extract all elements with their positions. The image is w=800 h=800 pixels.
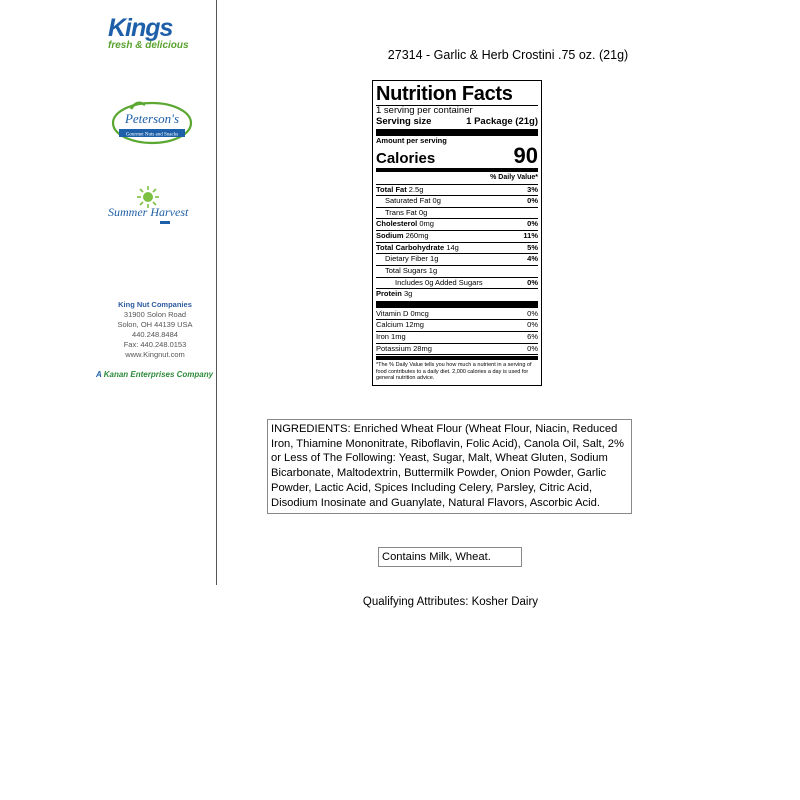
kings-logo bbox=[108, 14, 200, 54]
divider-medium bbox=[376, 356, 538, 360]
company-address bbox=[80, 300, 230, 360]
nutrient-dv: 5% bbox=[527, 242, 538, 252]
kings-logo-word: Kings bbox=[108, 14, 173, 42]
nutrient-amount: 0g bbox=[418, 207, 428, 217]
vitamin-amount: 12mg bbox=[405, 320, 424, 330]
daily-value-footnote: *The % Daily Value tells you how much a nutrient in a serving of food contributes to a daily diet. 2,000 calories a day is used for general nutrition advice. bbox=[376, 362, 532, 382]
vitamin-amount: 1mg bbox=[391, 332, 406, 342]
kings-logo-tagline: fresh & delicious bbox=[108, 40, 189, 51]
address-line2: Solon, OH 44139 USA bbox=[117, 320, 193, 329]
nutrient-amount: 1g bbox=[428, 265, 438, 275]
address-line1: 31900 Solon Road bbox=[123, 310, 187, 319]
vitamin-dv: 6% bbox=[527, 332, 538, 342]
divider-medium bbox=[376, 168, 538, 172]
petersons-logo-tagline: Gourmet Nuts and Snacks bbox=[125, 132, 179, 138]
nutrient-dv: 3% bbox=[527, 184, 538, 194]
phone: 440.248.8484 bbox=[132, 330, 178, 339]
vitamin-name: Potassium bbox=[376, 343, 412, 353]
vitamin-row bbox=[376, 332, 538, 344]
nutrient-dv: 0% bbox=[527, 219, 538, 229]
qualifying-attributes: Qualifying Attributes: Kosher Dairy bbox=[362, 596, 539, 608]
calories-value: 90 bbox=[513, 143, 538, 169]
nutrient-row bbox=[376, 243, 538, 255]
parent-prefix: A bbox=[96, 370, 102, 379]
nutrient-amount: 3g bbox=[403, 289, 413, 299]
summer-harvest-logo bbox=[108, 185, 200, 230]
vitamin-amount: 0mcg bbox=[410, 308, 429, 318]
divider-thick bbox=[376, 301, 538, 308]
nutrition-facts-label bbox=[372, 80, 542, 386]
nutrient-row bbox=[376, 254, 538, 266]
calories bbox=[376, 145, 538, 167]
petersons-logo bbox=[111, 97, 193, 145]
nutrient-amount: 0mg bbox=[419, 219, 434, 229]
divider-thick bbox=[376, 129, 538, 136]
company-name: King Nut Companies bbox=[118, 300, 192, 309]
nutrient-amount: 260mg bbox=[405, 231, 429, 241]
nutrient-name: Saturated Fat bbox=[385, 196, 431, 206]
allergens-box: Contains Milk, Wheat. bbox=[378, 547, 522, 567]
nutrient-row bbox=[376, 196, 538, 208]
website: www.Kingnut.com bbox=[125, 350, 185, 359]
nutrient-name: Cholesterol bbox=[376, 219, 418, 229]
nutrient-amount: 14g bbox=[446, 242, 459, 252]
serving-size-value: 1 Package (21g) bbox=[466, 115, 538, 127]
nutrient-row bbox=[376, 208, 538, 220]
nutrient-name: Trans Fat bbox=[385, 207, 417, 217]
nutrient-dv: 4% bbox=[527, 254, 538, 264]
nutrient-dv: 0% bbox=[527, 277, 538, 287]
product-title: 27314 - Garlic & Herb Crostini .75 oz. (21g) bbox=[387, 48, 629, 62]
nutrient-amount: 0g bbox=[432, 196, 441, 206]
nutrient-name: Dietary Fiber bbox=[385, 254, 428, 264]
nutrition-title: Nutrition Facts bbox=[376, 83, 538, 106]
nutrient-amount: 2.5g bbox=[408, 184, 424, 194]
servings-per-container: 1 serving per container bbox=[376, 105, 473, 116]
vitamin-name: Iron bbox=[376, 332, 389, 342]
vitamin-row bbox=[376, 309, 538, 321]
ingredients-box: INGREDIENTS: Enriched Wheat Flour (Wheat Flour, Niacin, Reduced Iron, Thiamine Mononitrate, Riboflavin, Folic Acid), Canola Oil, Salt, 2% or Less of The Following: Yeast, Sugar, Malt, Wheat Gluten, Sodium Bicarbonate, Maltodextrin, Buttermilk Powder, Onion Powder, Garlic Powder, Lactic Acid, Spices Including Celery, Parsley, Citric Acid, Disodium Inosinate and Guanylate, Natural Flavors, Ascorbic Acid. bbox=[267, 419, 632, 514]
nutrient-name: Includes 0g Added Sugars bbox=[395, 277, 483, 287]
nutrient-row bbox=[376, 185, 538, 197]
vitamin-row bbox=[376, 320, 538, 332]
vitamin-name: Calcium bbox=[376, 320, 404, 330]
vitamin-dv: 0% bbox=[527, 320, 538, 330]
amount-per-serving: Amount per serving bbox=[376, 135, 447, 145]
serving-size bbox=[376, 117, 538, 128]
parent-company-name: Kanan Enterprises Company bbox=[103, 370, 214, 379]
nutrient-row bbox=[376, 278, 538, 290]
nutrient-name: Sodium bbox=[376, 231, 404, 241]
nutrient-name: Total Carbohydrate bbox=[376, 242, 445, 252]
nutrient-name: Total Sugars bbox=[385, 265, 427, 275]
sidebar bbox=[0, 0, 217, 585]
nutrient-row bbox=[376, 231, 538, 243]
nutrient-dv: 0% bbox=[527, 196, 538, 206]
vitamin-dv: 0% bbox=[527, 308, 538, 318]
daily-value-header: % Daily Value* bbox=[376, 173, 538, 184]
summer-harvest-logo-word: Summer Harvest bbox=[108, 205, 189, 219]
calories-label: Calories bbox=[376, 150, 436, 168]
nutrient-name: Total Fat bbox=[376, 184, 407, 194]
nutrient-amount: 1g bbox=[430, 254, 439, 264]
parent-company bbox=[96, 370, 213, 379]
nutrient-row bbox=[376, 266, 538, 278]
nutrient-row bbox=[376, 219, 538, 231]
fax: Fax: 440.248.0153 bbox=[123, 340, 187, 349]
nutrient-name: Protein bbox=[376, 289, 402, 299]
petersons-logo-word: Peterson's bbox=[124, 111, 180, 126]
nutrient-row bbox=[376, 289, 538, 300]
vitamin-name: Vitamin D bbox=[376, 308, 409, 318]
vitamin-row bbox=[376, 344, 538, 356]
vitamin-dv: 0% bbox=[527, 343, 538, 353]
nutrient-dv: 11% bbox=[523, 231, 538, 241]
serving-size-label: Serving size bbox=[376, 115, 432, 127]
vitamin-amount: 28mg bbox=[413, 343, 432, 353]
